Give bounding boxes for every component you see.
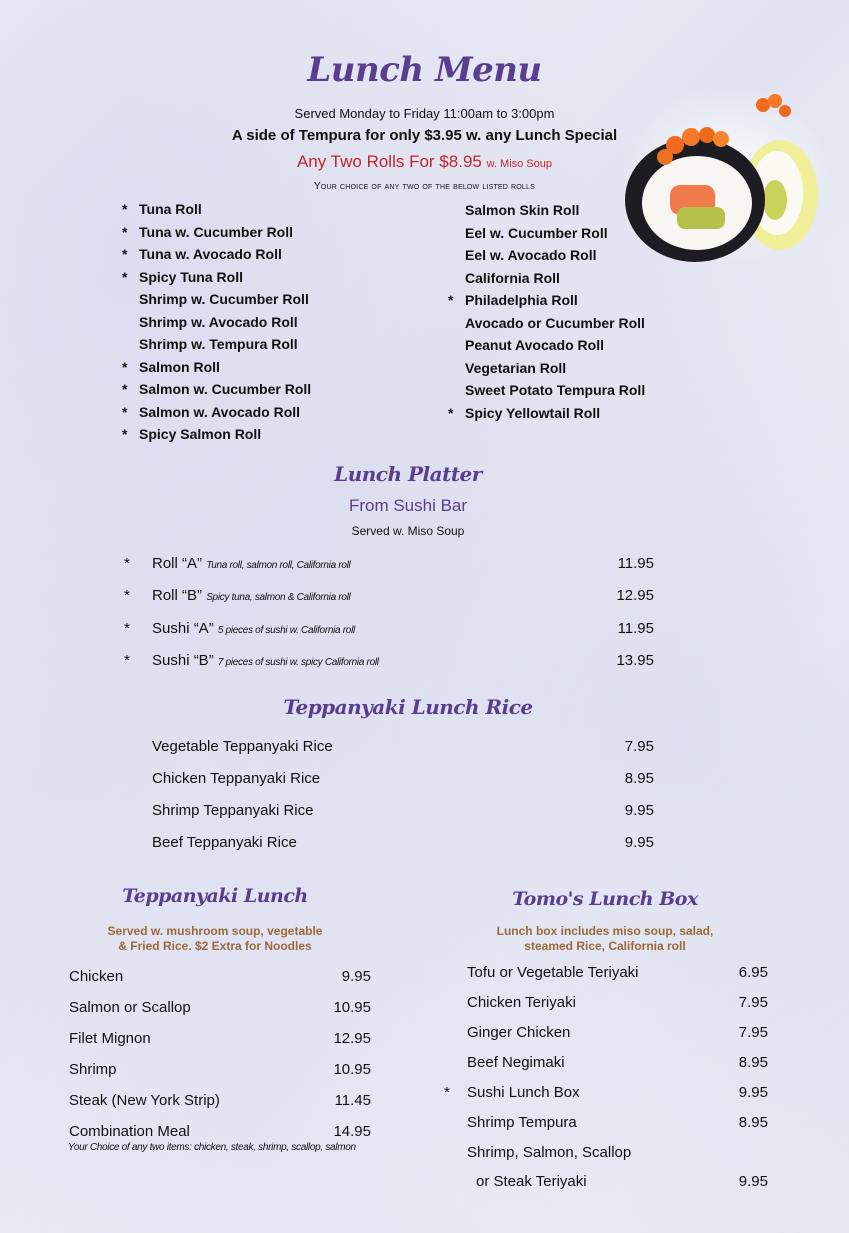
roll-star: * [122, 201, 128, 217]
promo-line [0, 152, 849, 172]
roll-name: Philadelphia Roll [465, 292, 578, 308]
roll-item [465, 312, 645, 335]
platter-item-name: Roll “A” [152, 555, 203, 572]
lunchbox-item-name: Sushi Lunch Box [467, 1084, 580, 1101]
roll-star: * [448, 404, 454, 421]
platter-item [152, 555, 350, 572]
rice-item-name: Beef Teppanyaki Rice [152, 834, 297, 851]
lunchbox-item-name: or Steak Teriyaki [476, 1173, 587, 1190]
roll-star: * [122, 426, 128, 442]
platter-item-desc: Spicy tuna, salmon & California roll [206, 592, 351, 604]
sushi-roll-image [615, 75, 830, 270]
roll-item [139, 333, 311, 356]
rice-item-price: 7.95 [624, 738, 654, 755]
roll-item [448, 289, 645, 312]
roll-star: * [122, 246, 128, 262]
roll-name: Eel w. Avocado Roll [465, 247, 597, 263]
lunchbox-item-name: Ginger Chicken [467, 1024, 571, 1041]
lunchbox-item-price: 6.95 [738, 964, 768, 981]
roll-name: Salmon w. Avocado Roll [139, 403, 301, 420]
teppanyaki-item-name: Salmon or Scallop [69, 999, 191, 1016]
platter-item-price: 13.95 [616, 651, 654, 669]
roll-item [465, 267, 645, 290]
platter-item-desc: Tuna roll, salmon roll, California roll [206, 560, 351, 571]
lunchbox-note-line1: Lunch box includes miso soup, salad, [496, 924, 714, 938]
roll-item [122, 266, 311, 289]
roll-star: * [122, 223, 128, 240]
rolls-left-list [122, 198, 312, 446]
combo-note: Your Choice of any two items: chicken, steak, shrimp, scallop, salmon [68, 1142, 356, 1153]
platter-title: Lunch Platter [334, 462, 482, 486]
teppanyaki-item-price: 11.45 [334, 1092, 371, 1109]
teppanyaki-item-price: 9.95 [341, 968, 371, 985]
teppanyaki-item-price: 10.95 [333, 1061, 371, 1078]
platter-item-name: Sushi “B” [152, 651, 214, 669]
platter-star: * [124, 555, 130, 572]
roll-item [139, 288, 311, 311]
roll-item [465, 357, 645, 380]
roll-item [465, 199, 645, 222]
teppanyaki-item-name: Shrimp [69, 1061, 117, 1078]
lunchbox-note-line2: steamed Rice, California roll [524, 939, 686, 953]
teppanyaki-item-name: Combination Meal [69, 1123, 190, 1140]
roll-name: Salmon w. Cucumber Roll [139, 381, 312, 397]
roll-item [465, 244, 645, 267]
roll-star: * [122, 381, 128, 397]
platter-item-desc: 5 pieces of sushi w. California roll [217, 624, 355, 636]
roll-name: Spicy Yellowtail Roll [465, 404, 601, 421]
roll-item [122, 401, 311, 424]
lunchbox-item-name: Chicken Teriyaki [467, 994, 576, 1011]
platter-item-name: Roll “B” [152, 587, 203, 605]
teppanyaki-item-price: 10.95 [333, 999, 371, 1016]
teppanyaki-item-name: Chicken [69, 968, 124, 985]
lunchbox-item-name: Shrimp, Salmon, Scallop [467, 1144, 632, 1161]
roll-item [122, 243, 311, 266]
roll-item [122, 423, 311, 446]
lunchbox-item-price: 7.95 [738, 994, 768, 1011]
roll-item [465, 222, 645, 245]
roll-item [465, 379, 645, 402]
teppanyaki-title: Teppanyaki Lunch [122, 885, 308, 907]
rice-item-price: 9.95 [624, 802, 654, 819]
platter-item-price: 11.95 [617, 555, 654, 572]
roll-name: Sweet Potato Tempura Roll [465, 382, 646, 398]
roll-star: * [122, 358, 128, 375]
roll-star: * [122, 403, 128, 420]
choice-note: Your choice of any two of the below listed rolls [314, 181, 535, 192]
platter-star: * [124, 587, 130, 605]
roll-name: Shrimp w. Cucumber Roll [139, 291, 309, 307]
roll-name: Salmon Roll [139, 358, 220, 375]
roll-item [448, 402, 645, 425]
rice-item-name: Shrimp Teppanyaki Rice [152, 802, 314, 819]
roll-item [122, 378, 312, 401]
platter-item-name: Sushi “A” [152, 619, 214, 637]
roll-name: Salmon Skin Roll [465, 202, 580, 218]
roll-name: Tuna Roll [139, 201, 202, 217]
served-hours: Served Monday to Friday 11:00am to 3:00pm [294, 106, 555, 121]
roll-item [122, 198, 311, 221]
roll-name: Peanut Avocado Roll [465, 337, 604, 353]
roll-name: Spicy Salmon Roll [139, 426, 262, 442]
lunchbox-item-name: Tofu or Vegetable Teriyaki [467, 964, 639, 981]
lunchbox-item-price: 7.95 [738, 1024, 768, 1041]
roll-item [122, 221, 311, 244]
roll-name: Spicy Tuna Roll [139, 268, 243, 285]
platter-item-price: 12.95 [616, 587, 654, 605]
rice-item-name: Chicken Teppanyaki Rice [152, 770, 321, 787]
roll-item [122, 356, 311, 379]
roll-name: Shrimp w. Tempura Roll [139, 336, 298, 352]
lunchbox-item-name: Beef Negimaki [467, 1054, 565, 1071]
tempura-offer: A side of Tempura for only $3.95 w. any Lunch Special [231, 127, 618, 144]
platter-star: * [124, 651, 130, 669]
roll-name: Tuna w. Avocado Roll [139, 246, 282, 262]
lunchbox-note [455, 924, 755, 954]
teppanyaki-item-name: Steak (New York Strip) [69, 1092, 220, 1109]
rice-item-price: 9.95 [624, 834, 654, 851]
platter-item-desc: 7 pieces of sushi w. spicy California roll [217, 656, 379, 668]
roll-name: Vegetarian Roll [465, 359, 567, 376]
teppanyaki-note-line2: & Fried Rice. $2 Extra for Noodles [118, 939, 312, 953]
lunchbox-item-name: Shrimp Tempura [467, 1114, 577, 1131]
platter-item [152, 652, 379, 669]
platter-item-price: 11.95 [617, 619, 654, 637]
roll-star: * [448, 292, 454, 308]
promo-main: Any Two Rolls For $8.95 [296, 152, 482, 171]
teppanyaki-item-name: Filet Mignon [69, 1030, 151, 1047]
rolls-right-list [448, 199, 646, 424]
rice-item-price: 8.95 [624, 770, 654, 787]
promo-suffix: w. Miso Soup [486, 158, 553, 170]
platter-star: * [124, 619, 130, 637]
lunchbox-item-price: 8.95 [738, 1114, 768, 1131]
rice-item-name: Vegetable Teppanyaki Rice [152, 738, 333, 755]
roll-name: Avocado or Cucumber Roll [465, 314, 645, 331]
teppanyaki-note-line1: Served w. mushroom soup, vegetable [107, 924, 323, 938]
lunchbox-item-price: 8.95 [738, 1054, 768, 1071]
platter-item [152, 620, 355, 637]
menu-title: Lunch Menu [307, 50, 542, 90]
teppanyaki-item-price: 12.95 [333, 1030, 371, 1047]
platter-item [152, 587, 350, 604]
platter-subtitle: From Sushi Bar [348, 496, 468, 515]
roll-name: Tuna w. Cucumber Roll [139, 223, 294, 240]
lunchbox-item-price: 9.95 [738, 1084, 768, 1101]
rice-title: Teppanyaki Lunch Rice [283, 695, 533, 719]
roll-name: Eel w. Cucumber Roll [465, 224, 608, 241]
lunchbox-item-price: 9.95 [738, 1173, 768, 1190]
teppanyaki-note [60, 924, 370, 954]
platter-note: Served w. Miso Soup [351, 524, 465, 538]
roll-item [465, 334, 645, 357]
lunchbox-title: Tomo's Lunch Box [512, 888, 698, 910]
lunchbox-star: * [444, 1084, 450, 1101]
roll-item [139, 311, 311, 334]
roll-name: California Roll [465, 269, 560, 286]
roll-star: * [122, 268, 128, 285]
roll-name: Shrimp w. Avocado Roll [139, 313, 298, 330]
teppanyaki-item-price: 14.95 [333, 1123, 371, 1140]
